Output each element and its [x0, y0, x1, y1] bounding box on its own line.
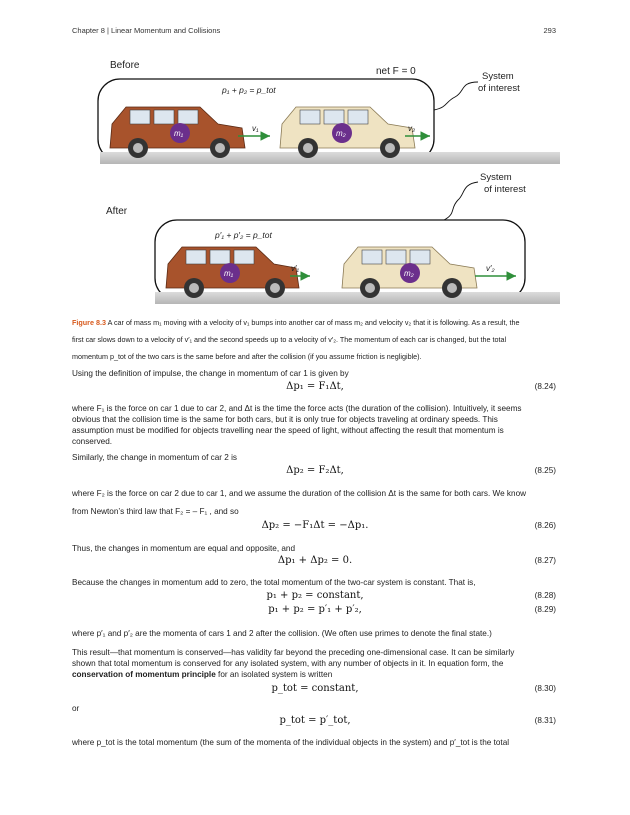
equation-8-28 [72, 590, 558, 604]
v1-label: v₁ [252, 124, 259, 133]
figure-label: Figure 8.3 [72, 318, 106, 327]
equation-8-26 [72, 520, 558, 534]
v1p-label: v′₁ [291, 264, 300, 273]
paragraph-impulse: Using the definition of impulse, the change in momentum of car 1 is given by [72, 369, 349, 378]
paragraph-primes: where p′₁ and p′₂ are the momenta of cars 1 and 2 after the collision. (We often use primes to denote the final state.) [72, 629, 492, 638]
para-line: where F₂ is the force on car 2 due to car 1, and we assume the duration of the collision Δt is the same for both cars. We know [72, 489, 527, 498]
mass2-label-before: m₂ [336, 129, 346, 138]
paragraph-total: where p_tot is the total momentum (the sum of the momenta of the individual objects in the system) and p′_tot is the total [72, 738, 510, 747]
equation-8-24 [72, 381, 558, 395]
v2p-label: v′₂ [486, 264, 495, 273]
equation-8-29 [72, 604, 558, 618]
equation-number: (8.25) [534, 466, 556, 475]
equation-number: (8.26) [534, 521, 556, 530]
equation-number: (8.28) [534, 591, 556, 600]
equation-8-27 [72, 555, 558, 569]
eq-before: p₁ + p₂ = p_tot [222, 85, 276, 95]
para-line: This result—that momentum is conserved—has validity far beyond the preceding one-dimensional case. It can be similarly [72, 648, 515, 657]
equation-8-30 [72, 683, 558, 697]
after-label: After [106, 206, 128, 217]
system-label-top-2: of interest [478, 83, 520, 94]
equation-body: p_tot = constant, [271, 683, 359, 694]
equation-body: p₁ + p₂ = p′₁ + p′₂, [268, 604, 362, 615]
v2-label: v₂ [408, 124, 416, 133]
para-line: assumption must be modified for objects travelling near the speed of light, without affecting the result that momentum is [72, 426, 504, 435]
figure-caption [72, 314, 552, 365]
equation-number: (8.24) [534, 382, 556, 391]
system-label-top-1: System [482, 71, 514, 82]
paragraph-similarly: Similarly, the change in momentum of car 2 is [72, 453, 238, 462]
page-number: 293 [543, 26, 556, 35]
para-line: from Newton’s third law that F₂ = – F₁ , and so [72, 507, 239, 516]
equation-number: (8.29) [534, 605, 556, 614]
paragraph-force-car1 [72, 403, 558, 447]
para-line-rest: for an isolated system is written [215, 670, 333, 679]
paragraph-or: or [72, 704, 80, 713]
chapter-header: Chapter 8 | Linear Momentum and Collisions [72, 26, 221, 35]
caption-line-3: momentum p_tot of the two cars is the same before and after the collision (if you assume friction is negligible). [72, 352, 422, 361]
equation-body: p_tot = p′_tot, [279, 715, 351, 726]
equation-body: Δp₂ = F₂Δt, [286, 465, 344, 476]
equation-8-31 [72, 715, 558, 729]
road-before [100, 152, 560, 164]
mass2-label-after: m₂ [404, 269, 414, 278]
road-after [155, 292, 560, 304]
para-line [72, 669, 558, 680]
mass1-label-after: m₁ [224, 269, 234, 278]
paragraph-conservation [72, 647, 558, 680]
equation-body: Δp₂ = −F₁Δt = −Δp₁. [261, 520, 369, 531]
equation-number: (8.31) [534, 716, 556, 725]
equation-8-25 [72, 465, 558, 479]
net-force-label: net F = 0 [376, 66, 416, 77]
equation-number: (8.30) [534, 684, 556, 693]
collision-figure [70, 52, 560, 310]
caption-line-1: A car of mass m₁ moving with a velocity of v₁ bumps into another car of mass m₂ and velocity v₂ that it is following. As a result, the [107, 318, 520, 327]
equation-body: p₁ + p₂ = constant, [266, 590, 364, 601]
system-pointer-line [434, 82, 478, 110]
para-line: conserved. [72, 437, 113, 446]
eq-after: p′₁ + p′₂ = p_tot [215, 230, 272, 240]
system-pointer-line-2 [444, 182, 478, 220]
equation-body: Δp₁ + Δp₂ = 0. [277, 555, 353, 566]
paragraph-thus: Thus, the changes in momentum are equal and opposite, and [72, 544, 296, 553]
system-label-bottom-2: of interest [484, 184, 526, 195]
caption-line-2: first car slows down to a velocity of v′₁ and the second speeds up to a velocity of v′₂. The momentum of each car is changed, but the total [72, 335, 507, 344]
paragraph-because: Because the changes in momentum add to zero, the total momentum of the two-car system is constant. That is, [72, 578, 476, 587]
conservation-term: conservation of momentum principle [72, 670, 216, 679]
before-label: Before [110, 60, 140, 71]
para-line: where F₁ is the force on car 1 due to car 2, and Δt is the time the force acts (the duration of the collision). Intuitively, it seems [72, 404, 522, 413]
equation-body: Δp₁ = F₁Δt, [286, 381, 344, 392]
system-label-bottom-1: System [480, 172, 512, 183]
paragraph-force-car2 [72, 488, 558, 517]
equation-number: (8.27) [534, 556, 556, 565]
para-line: shown that total momentum is conserved for any isolated system, with any number of objects in it. In equation form, the [72, 659, 504, 668]
mass1-label-before: m₁ [174, 129, 184, 138]
para-line: obvious that the collision time is the same for both cars, but it is only true for objects traveling at ordinary speeds. This [72, 415, 498, 424]
